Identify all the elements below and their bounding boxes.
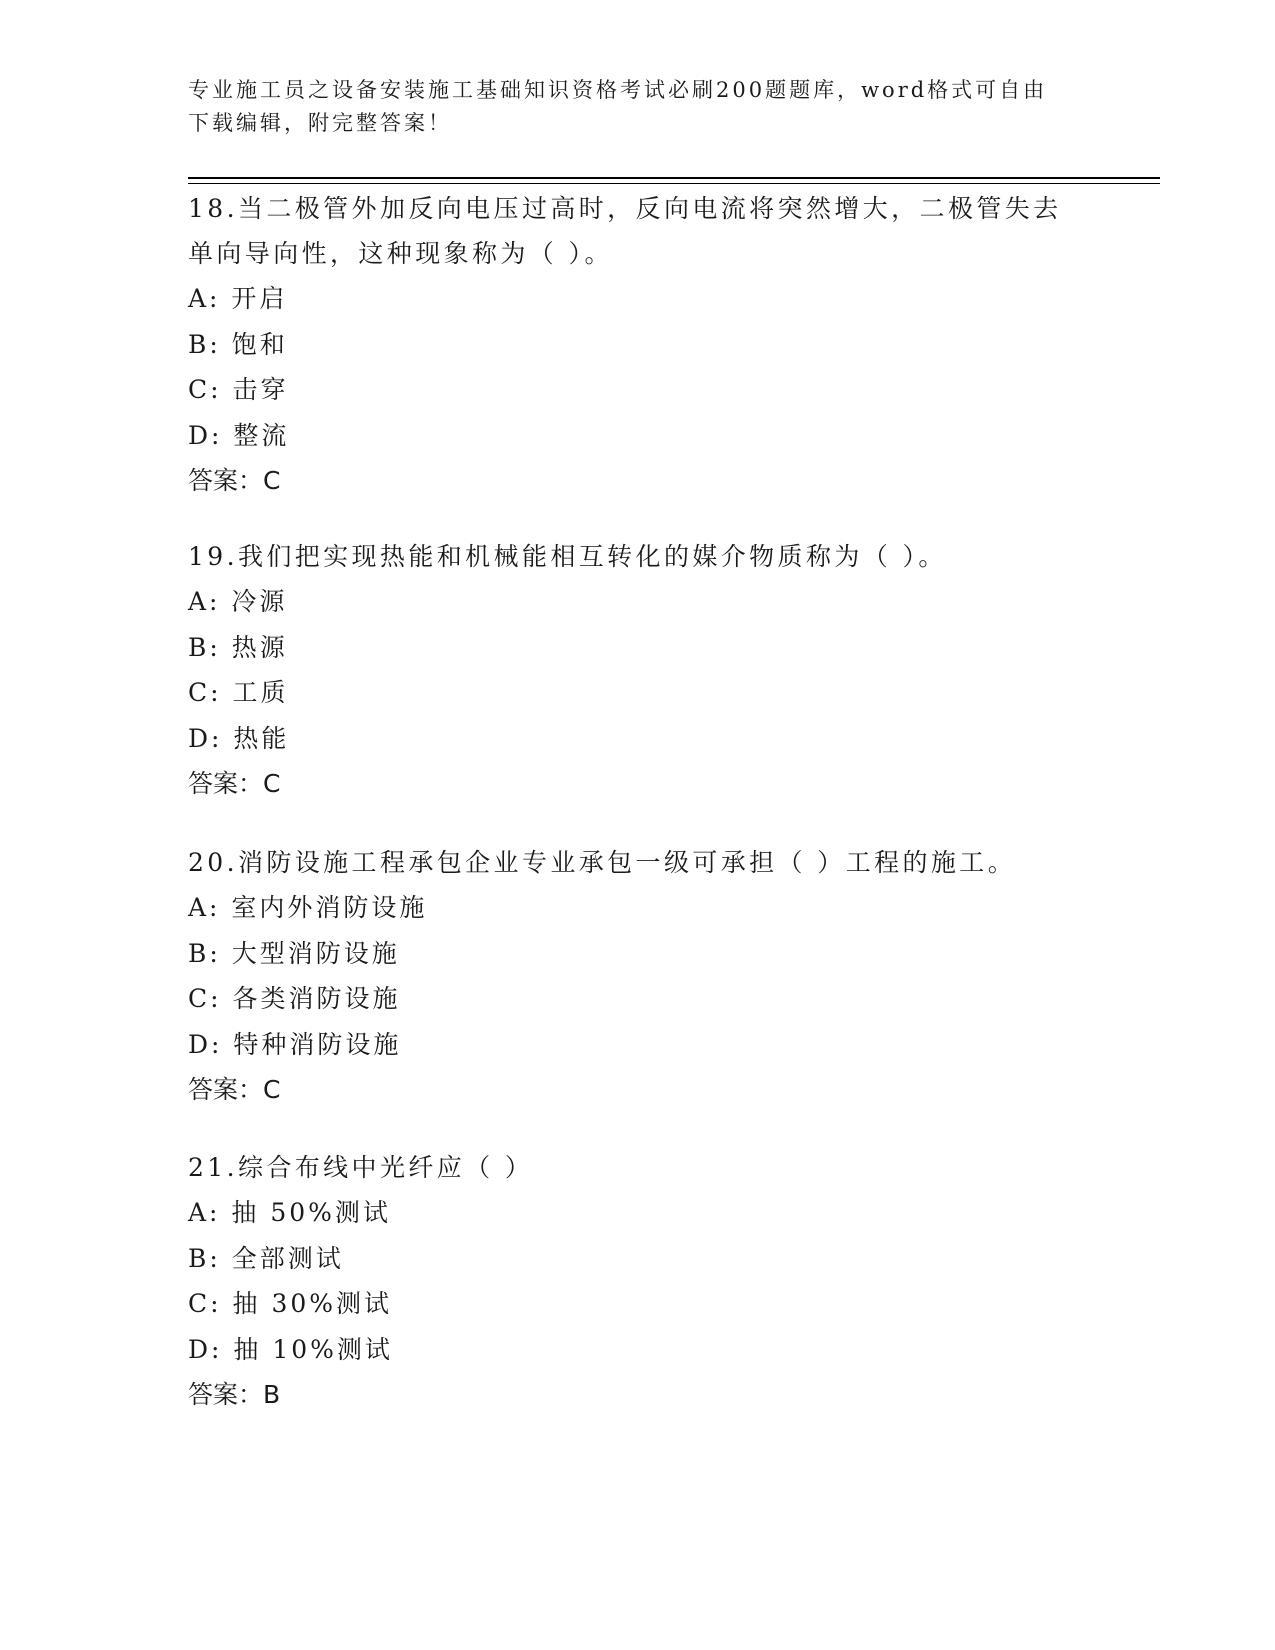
option-d: D: 整流 xyxy=(188,420,290,450)
option-d: D: 热能 xyxy=(188,723,290,753)
answer: 答案：C xyxy=(188,769,281,798)
option-b: B: 全部测试 xyxy=(188,1243,344,1273)
header-divider-thick xyxy=(188,177,1160,179)
option-c: C: 击穿 xyxy=(188,375,289,404)
question-text: 18.当二极管外加反向电压过高时，反向电流将突然增大，二极管失去单向导向性，这种现象称为（ ）。 xyxy=(188,194,1062,268)
question-19 xyxy=(188,534,1088,806)
option-b: B: 饱和 xyxy=(188,329,288,359)
answer: 答案：B xyxy=(188,1380,281,1409)
option-a: A: 冷源 xyxy=(188,587,288,616)
option-c: C: 抽 30%测试 xyxy=(188,1289,393,1318)
header-line-2: 下载编辑，附完整答案！ xyxy=(188,111,452,135)
question-18 xyxy=(188,186,1088,503)
option-b: B: 热源 xyxy=(188,632,288,662)
question-20 xyxy=(188,840,1088,1112)
question-text: 21.综合布线中光纤应（ ） xyxy=(188,1153,534,1182)
option-d: D: 特种消防设施 xyxy=(188,1029,402,1059)
answer: 答案：C xyxy=(188,466,281,495)
option-a: A: 开启 xyxy=(188,284,288,313)
option-d: D: 抽 10%测试 xyxy=(188,1334,393,1364)
option-a: A: 室内外消防设施 xyxy=(188,893,428,922)
question-text: 20.消防设施工程承包企业专业承包一级可承担（ ）工程的施工。 xyxy=(188,848,1017,877)
header-line-1: 专业施工员之设备安装施工基础知识资格考试必刷200题题库，word格式可自由 xyxy=(188,78,1048,102)
option-b: B: 大型消防设施 xyxy=(188,938,400,968)
option-a: A: 抽 50%测试 xyxy=(188,1198,391,1227)
answer: 答案：C xyxy=(188,1075,281,1104)
option-c: C: 各类消防设施 xyxy=(188,984,401,1013)
document-header xyxy=(188,74,1088,140)
header-divider-thin xyxy=(188,183,1160,184)
option-c: C: 工质 xyxy=(188,678,289,707)
question-21 xyxy=(188,1145,1088,1417)
question-text: 19.我们把实现热能和机械能相互转化的媒介物质称为（ ）。 xyxy=(188,542,947,571)
